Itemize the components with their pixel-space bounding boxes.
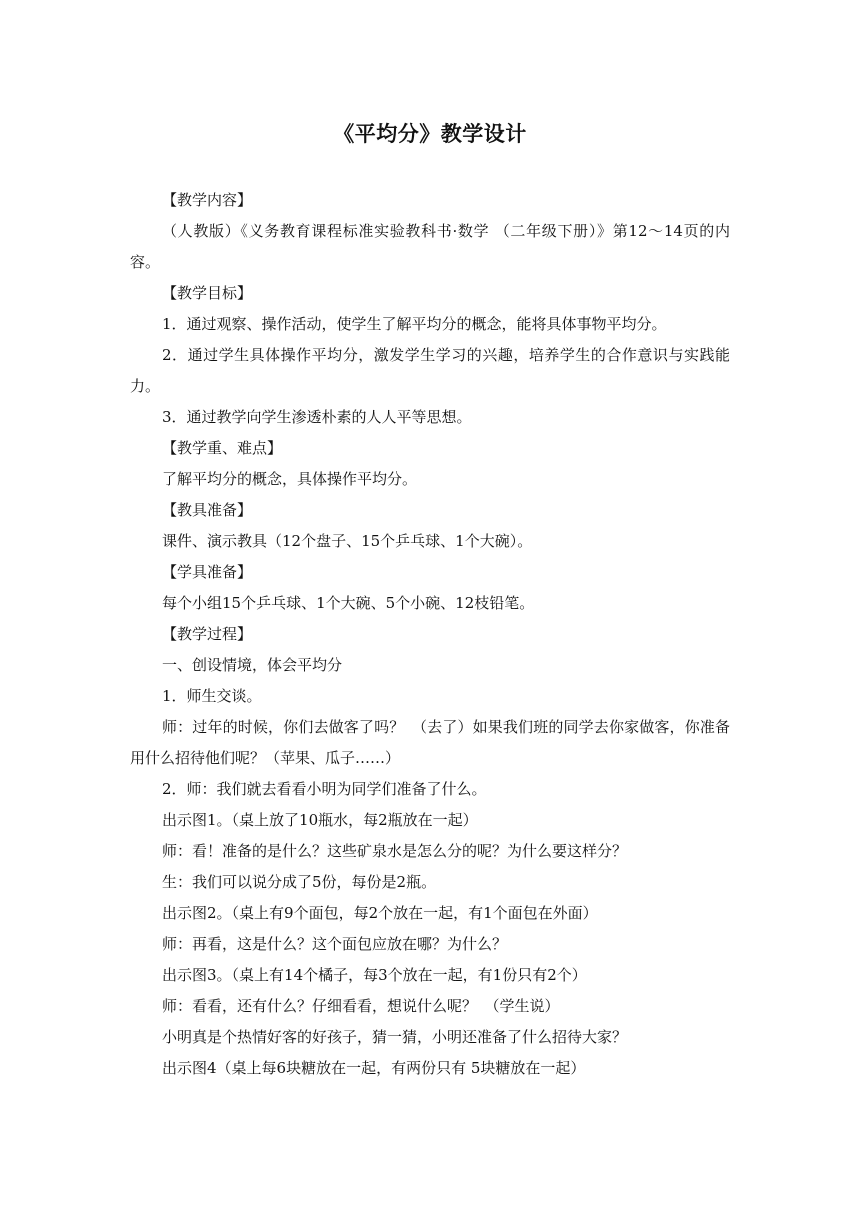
process-line: 师：再看，这是什么？这个面包应放在哪？为什么？ xyxy=(162,935,508,953)
process-line: 师：看看，还有什么？仔细看看，想说什么呢？ （学生说） xyxy=(162,997,560,1015)
process-step-1-heading: 一、创设情境，体会平均分 xyxy=(162,656,343,674)
process-line: 师：过年的时候，你们去做客了吗？ （去了）如果我们班的同学去你家做客，你准备用什么招待他们呢？（苹果、瓜子……） xyxy=(130,718,730,767)
goal-item-2: 2．通过学生具体操作平均分，激发学生学习的兴趣，培养学生的合作意识与实践能力。 xyxy=(130,346,730,395)
paragraph-key-points: 了解平均分的概念，具体操作平均分。 xyxy=(162,470,418,488)
process-line: 出示图4（桌上每6块糖放在一起，有两份只有 5块糖放在一起） xyxy=(162,1059,586,1077)
section-heading-key-points: 【教学重、难点】 xyxy=(162,439,283,457)
goal-item-3: 3．通过教学向学生渗透朴素的人人平等思想。 xyxy=(162,408,472,426)
paragraph-textbook: （人教版）《义务教育课程标准实验教科书·数学 （二年级下册）》第12～14页的内容。 xyxy=(130,222,730,271)
process-line: 小明真是个热情好客的好孩子，猜一猜，小明还准备了什么招待大家？ xyxy=(162,1028,628,1046)
document-title: 《平均分》教学设计 xyxy=(333,121,527,146)
section-heading-content: 【教学内容】 xyxy=(162,191,253,209)
process-line: 2．师：我们就去看看小明为同学们准备了什么。 xyxy=(162,780,487,798)
process-line: 师：看！准备的是什么？这些矿泉水是怎么分的呢？为什么要这样分？ xyxy=(162,842,628,860)
paragraph-teaching-aids: 课件、演示教具（12个盘子、15个乒乓球、1个大碗）。 xyxy=(162,532,533,550)
section-heading-process: 【教学过程】 xyxy=(162,625,253,643)
document-body xyxy=(130,185,730,1084)
section-heading-student-aids: 【学具准备】 xyxy=(162,563,253,581)
process-line: 生：我们可以说分成了5份，每份是2瓶。 xyxy=(162,873,437,891)
process-line: 出示图3。（桌上有14个橘子，每3个放在一起，有1份只有2个） xyxy=(162,966,587,984)
paragraph-student-aids: 每个小组15个乒乓球、1个大碗、5个小碗、12枝铅笔。 xyxy=(162,594,535,612)
section-heading-goals: 【教学目标】 xyxy=(162,284,253,302)
process-line: 1．师生交谈。 xyxy=(162,687,262,705)
section-heading-teaching-aids: 【教具准备】 xyxy=(162,501,253,519)
process-line: 出示图1。（桌上放了10瓶水，每2瓶放在一起） xyxy=(162,811,478,829)
process-line: 出示图2。（桌上有9个面包，每2个放在一起，有1个面包在外面） xyxy=(162,904,598,922)
goal-item-1: 1．通过观察、操作活动，使学生了解平均分的概念，能将具体事物平均分。 xyxy=(162,315,667,333)
